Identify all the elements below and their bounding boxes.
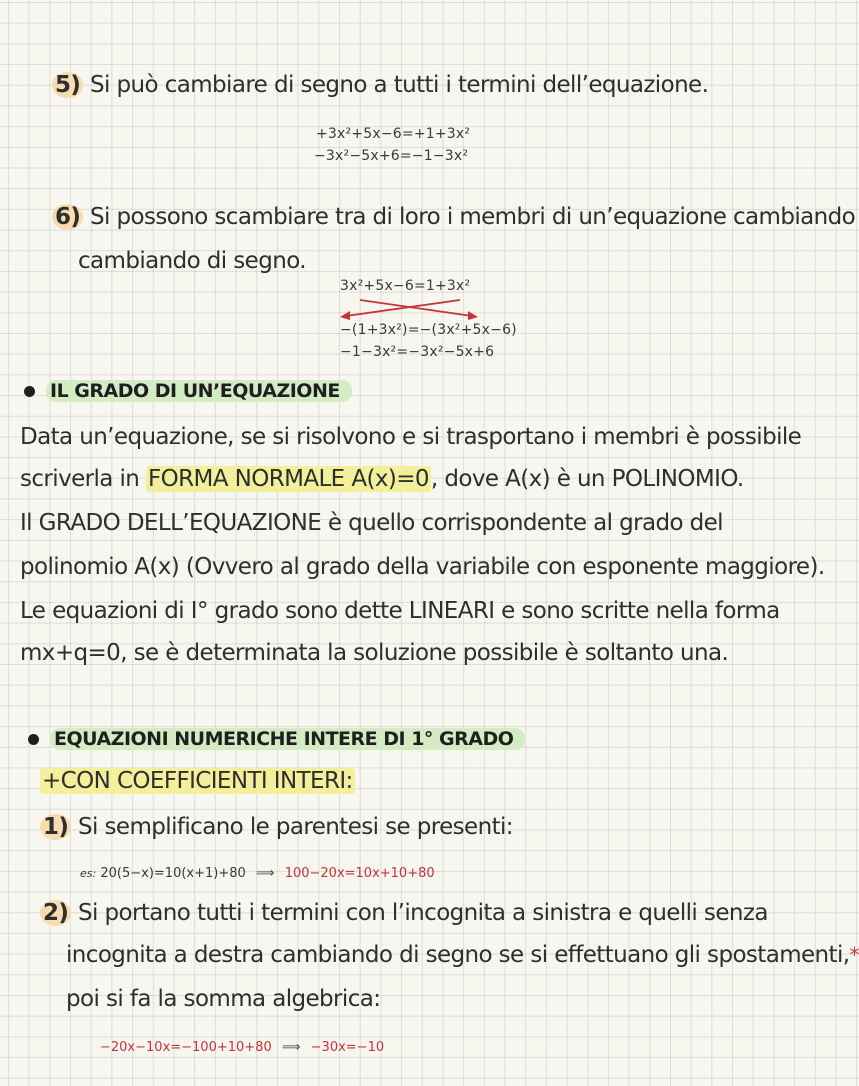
asterisk-icon: * [849,943,859,967]
paragraph-line: mx+q=0, se è determinata la soluzione possibile è soltanto una. [20,640,729,666]
step-text: Si portano tutti i termini con l’incognita a sinistra e quelli senza [78,900,768,926]
item-text: Si può cambiare di segno a tutti i termini dell’equazione. [90,72,709,98]
paragraph-line: Il GRADO DELL’EQUAZIONE è quello corrispondente al grado del [20,510,723,536]
step-text-continued: poi si fa la somma algebrica: [66,986,381,1012]
section-heading: IL GRADO DI UN’EQUAZIONE [46,380,352,402]
equation-line: +3x²+5x−6=+1+3x² [316,126,471,142]
item-text-continued: cambiando di segno. [78,248,306,274]
bullet-icon [24,386,35,397]
paragraph-line: Data un’equazione, se si risolvono e si trasportano i membri è possibile [20,424,802,450]
item-5-statement [52,72,708,98]
example-line: −20x−10x=−100+10+80 ⟹ −30x=−10 [100,1040,385,1055]
step-text: Si semplificano le parentesi se presenti: [78,814,513,840]
step-text-continued: incognita a destra cambiando di segno se si effettuano gli spostamenti,* [66,942,859,968]
item-6-statement [52,204,855,230]
step-number: 2) [40,900,71,926]
example-line: es: 20(5−x)=10(x+1)+80 ⟹ 100−20x=10x+10+80 [80,866,435,881]
step-1 [40,814,513,840]
section-heading: EQUAZIONI NUMERICHE INTERE DI 1° GRADO [50,728,525,750]
step-2 [40,900,768,926]
item-number: 5) [52,72,83,98]
paragraph-line: polinomio A(x) (Ovvero al grado della variabile con esponente maggiore). [20,554,825,580]
equation-line: −1−3x²=−3x²−5x+6 [340,344,495,360]
item-number: 6) [52,204,83,230]
paragraph-line: scriverla in FORMA NORMALE A(x)=0, dove A(x) è un POLINOMIO. [20,466,744,492]
equation-line: −(1+3x²)=−(3x²+5x−6) [340,322,517,338]
equation-line: 3x²+5x−6=1+3x² [340,278,471,294]
bullet-icon [28,734,39,745]
step-number: 1) [40,814,71,840]
highlighted-term: FORMA NORMALE A(x)=0 [147,466,429,492]
paragraph-line: Le equazioni di I° grado sono dette LINEARI e sono scritte nella forma [20,598,780,624]
equation-line: −3x²−5x+6=−1−3x² [314,148,469,164]
subheading: +CON COEFFICIENTI INTERI: [42,768,353,794]
item-text: Si possono scambiare tra di loro i membri di un’equazione cambiando [90,204,856,230]
swap-arrows-icon [340,296,480,322]
